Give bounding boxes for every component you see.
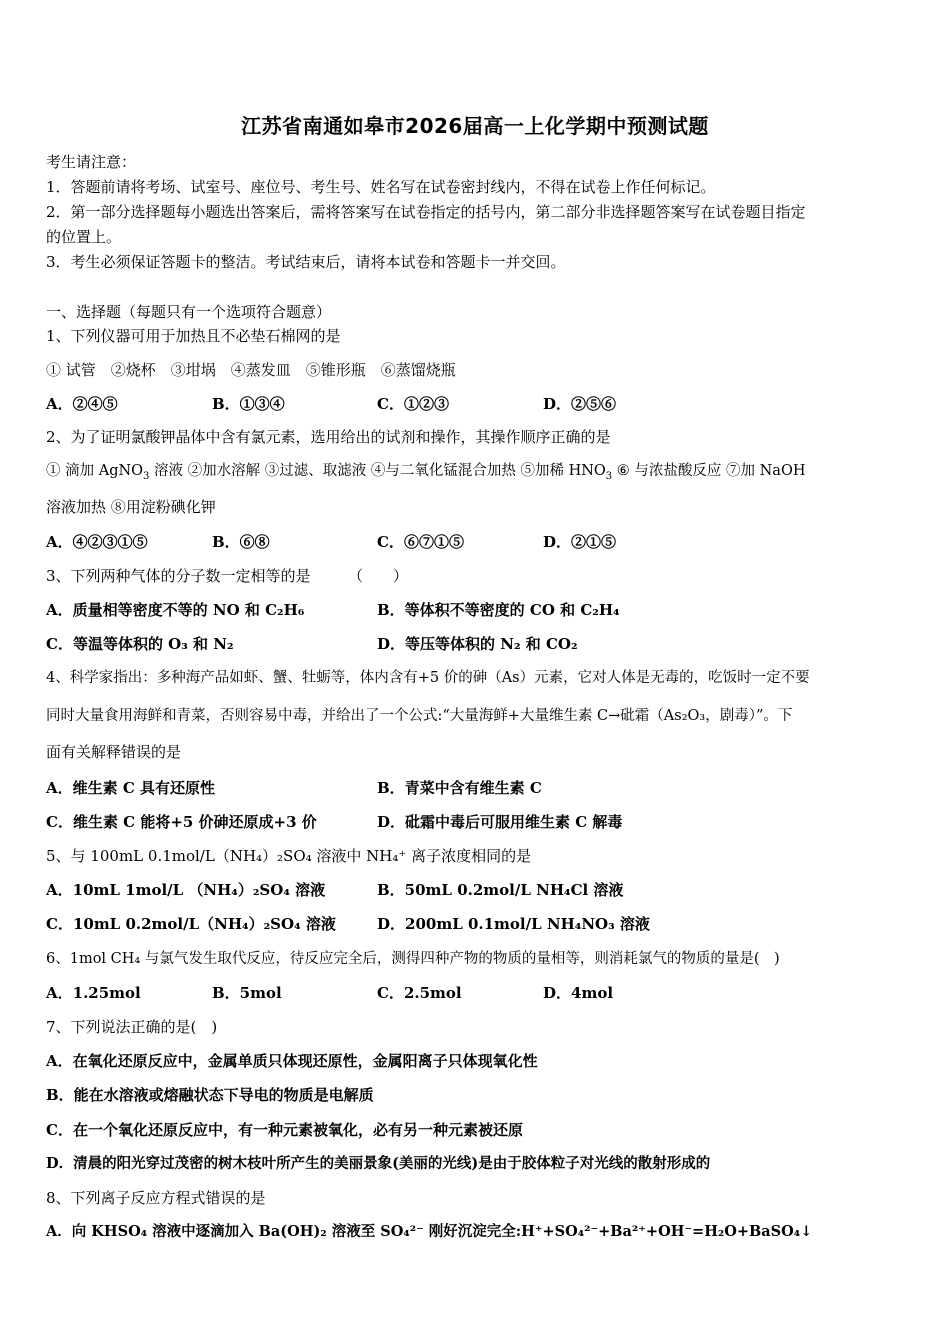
option-c: C．2.5mol: [377, 984, 462, 1002]
question-items: [46, 461, 805, 481]
item-text: ⑥ 与浓盐酸反应 ⑦加 NaOH: [612, 463, 806, 479]
notice-item: 1．答题前请将考场、试室号、座位号、考生号、姓名写在试卷密封线内，不得在试卷上作任何标记。: [46, 178, 716, 196]
question-stem: 1、下列仪器可用于加热且不必垫石棉网的是: [46, 327, 341, 345]
notice-heading: 考生请注意：: [46, 153, 137, 171]
option-d: D．砒霜中毒后可服用维生素 C 解毒: [377, 813, 623, 831]
item-text: 溶液 ②加水溶解 ③过滤、取滤液 ④与二氧化锰混合加热 ⑤加稀 HNO: [149, 463, 606, 479]
question-stem: 3、下列两种气体的分子数一定相等的是 （ ）: [46, 567, 409, 585]
question-stem: 2、为了证明氯酸钾晶体中含有氯元素，选用给出的试剂和操作，其操作顺序正确的是: [46, 428, 611, 446]
option-b: B．等体积不等密度的 CO 和 C₂H₄: [377, 601, 620, 619]
option-b: B．50mL 0.2mol/L NH₄Cl 溶液: [377, 881, 624, 899]
item-text: ① 滴加 AgNO: [46, 463, 144, 479]
option-a: A．10mL 1mol/L （NH₄）₂SO₄ 溶液: [46, 881, 326, 899]
option-b: B．①③④: [212, 395, 285, 413]
question-stem: 8、下列离子反应方程式错误的是: [46, 1189, 266, 1207]
option-a: A．向 KHSO₄ 溶液中逐滴加入 Ba(OH)₂ 溶液至 SO₄²⁻ 刚好沉淀完全:H⁺+SO₄²⁻+Ba²⁺+OH⁻=H₂O+BaSO₄↓: [46, 1223, 813, 1240]
option-c: C．在一个氧化还原反应中，有一种元素被氧化，必有另一种元素被还原: [46, 1121, 523, 1139]
option-a: A．②④⑤: [46, 395, 118, 413]
question-stem: 5、与 100mL 0.1mol/L（NH₄）₂SO₄ 溶液中 NH₄⁺ 离子浓度相同的是: [46, 847, 532, 865]
option-b: B．能在水溶液或熔融状态下导电的物质是电解质: [46, 1086, 374, 1104]
option-d: D．4mol: [543, 984, 614, 1002]
option-b: B．青菜中含有维生素 C: [377, 779, 542, 797]
option-c: C．等温等体积的 O₃ 和 N₂: [46, 635, 234, 653]
option-a: A．质量相等密度不等的 NO 和 C₂H₆: [46, 601, 305, 619]
page-title: 江苏省南通如皋市2026届高一上化学期中预测试题: [241, 114, 709, 138]
option-c: C．①②③: [377, 395, 449, 413]
section-heading: 一、选择题（每题只有一个选项符合题意）: [46, 303, 332, 321]
notice-item: 的位置上。: [46, 228, 122, 246]
option-c: C．⑥⑦①⑤: [377, 533, 464, 551]
option-c: C．10mL 0.2mol/L（NH₄）₂SO₄ 溶液: [46, 915, 336, 933]
option-b: B．⑥⑧: [212, 533, 270, 551]
option-b: B．5mol: [212, 984, 282, 1002]
option-d: D．清晨的阳光穿过茂密的树木枝叶所产生的美丽景象(美丽的光线)是由于胶体粒子对光线的散射形成的: [46, 1155, 711, 1172]
subscript: 3: [605, 470, 613, 482]
notice-item: 2．第一部分选择题每小题选出答案后，需将答案写在试卷指定的括号内，第二部分非选择题答案写在试卷题目指定: [46, 203, 806, 221]
subscript: 3: [143, 470, 150, 482]
option-d: D．等压等体积的 N₂ 和 CO₂: [377, 635, 578, 653]
option-a: A．维生素 C 具有还原性: [46, 779, 216, 797]
option-d: D．200mL 0.1mol/L NH₄NO₃ 溶液: [377, 915, 650, 933]
option-a: A．在氧化还原反应中，金属单质只体现还原性，金属阳离子只体现氧化性: [46, 1052, 538, 1070]
question-stem: 4、科学家指出：多种海产品如虾、蟹、牡蛎等，体内含有+5 价的砷（As）元素，它对人体是无毒的，吃饭时一定不要: [46, 670, 810, 686]
question-items: ① 试管 ②烧杯 ③坩埚 ④蒸发皿 ⑤锥形瓶 ⑥蒸馏烧瓶: [46, 361, 456, 379]
option-c: C．维生素 C 能将+5 价砷还原成+3 价: [46, 813, 317, 831]
question-stem: 6、1mol CH₄ 与氯气发生取代反应，待反应完全后，测得四种产物的物质的量相等，则消耗氯气的物质的量是( ): [46, 951, 780, 967]
option-a: A．1.25mol: [46, 984, 141, 1002]
question-stem: 同时大量食用海鲜和青菜，否则容易中毒，并给出了一个公式:“大量海鲜+大量维生素 C→砒霜（As₂O₃，剧毒）”。下: [46, 708, 793, 724]
option-a: A．④②③①⑤: [46, 533, 148, 551]
option-d: D．②①⑤: [543, 533, 617, 551]
question-items: 溶液加热 ⑧用淀粉碘化钾: [46, 498, 216, 516]
option-d: D．②⑤⑥: [543, 395, 617, 413]
notice-item: 3．考生必须保证答题卡的整洁。考试结束后，请将本试卷和答题卡一并交回。: [46, 253, 566, 271]
question-stem: 面有关解释错误的是: [46, 743, 182, 761]
question-stem: 7、下列说法正确的是( ): [46, 1018, 218, 1036]
